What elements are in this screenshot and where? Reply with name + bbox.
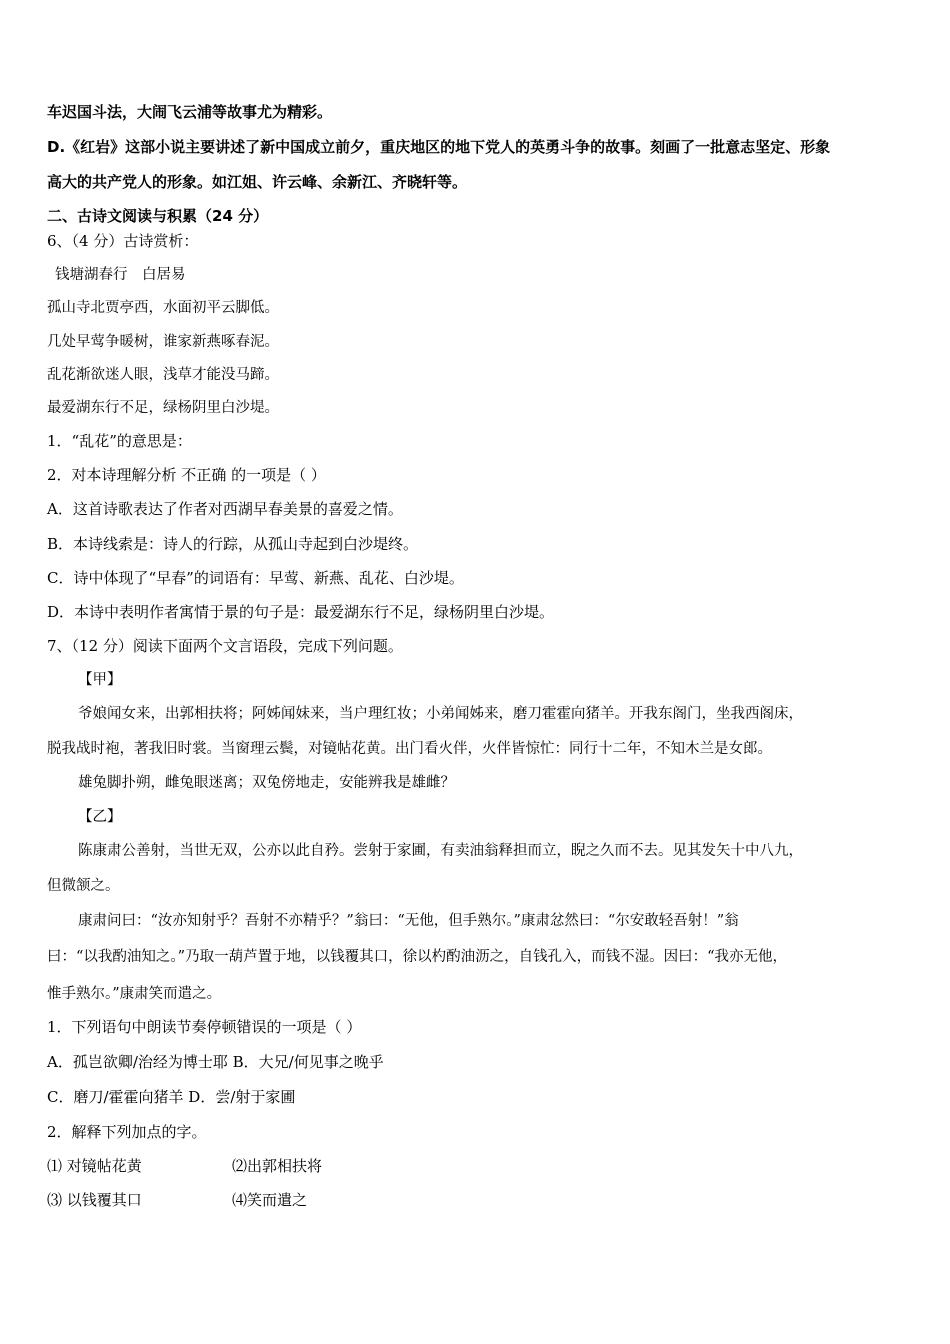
answer-d-line1: D.《红岩》这部小说主要讲述了新中国成立前夕，重庆地区的地下党人的英勇斗争的故事。刻画了一批意志坚定、形象 (47, 138, 831, 156)
answer-d-line2: 高大的共产党人的形象。如江姐、许云峰、余新江、齐晓轩等。 (47, 173, 468, 191)
passage-yi-line5: 惟手熟尔。”康肃笑而遣之。 (47, 986, 222, 1002)
poem-line-4: 最爱湖东行不足，绿杨阴里白沙堤。 (47, 400, 279, 416)
passage-jia-line2: 脱我战时袍，著我旧时裳。当窗理云鬓，对镜帖花黄。出门看火伴，火伴皆惊忙：同行十二年，不知木兰是女郎。 (47, 741, 772, 757)
option-d: D．本诗中表明作者寓情于景的句子是：最爱湖东行不足，绿杨阴里白沙堤。 (47, 603, 555, 621)
poem-title: 钱塘湖春行 白居易 (55, 267, 186, 283)
answer-c-continuation: 车迟国斗法，大闹飞云浦等故事尤为精彩。 (47, 103, 333, 121)
passage-jia-heading: 【甲】 (78, 672, 122, 688)
item-3: ⑶ 以钱覆其口 (47, 1191, 142, 1209)
section-title: 二、古诗文阅读与积累（24 分） (47, 207, 269, 225)
options-a-b: A．孤岂欲卿/治经为博士耶 B．大兄/何见事之晚乎 (47, 1053, 384, 1071)
passage-yi-line2: 但微颔之。 (47, 878, 120, 894)
question-6-title: 6、（4 分）古诗赏析： (47, 232, 199, 250)
question-7-1: 1．下列语句中朗读节奏停顿错误的一项是（ ） (47, 1018, 362, 1036)
question-6-1: 1．“乱花”的意思是： (47, 432, 192, 450)
poem-line-1: 孤山寺北贾亭西，水面初平云脚低。 (47, 300, 279, 316)
option-b: B．本诗线索是：诗人的行踪，从孤山寺起到白沙堤终。 (47, 535, 419, 553)
option-a: A．这首诗歌表达了作者对西湖早春美景的喜爱之情。 (47, 500, 403, 518)
poem-line-3: 乱花渐欲迷人眼，浅草才能没马蹄。 (47, 367, 279, 383)
item-2: ⑵出郭相扶将 (232, 1157, 323, 1175)
passage-yi-line3: 康肃问曰：“汝亦知射乎？吾射不亦精乎？”翁曰：“无他，但手熟尔。”康肃忿然曰：“尔安敢轻吾射！”翁 (78, 913, 739, 929)
option-c: C．诗中体现了“早春”的词语有：早莺、新燕、乱花、白沙堤。 (47, 569, 464, 587)
options-c-d: C．磨刀/霍霍向猪羊 D．尝/射于家圃 (47, 1088, 296, 1106)
passage-jia-line3: 雄兔脚扑朔，雌兔眼迷离；双兔傍地走，安能辨我是雄雌？ (78, 775, 455, 791)
question-6-2: 2．对本诗理解分析 不正确 的一项是（ ） (47, 466, 326, 484)
poem-line-2: 几处早莺争暖树，谁家新燕啄春泥。 (47, 334, 279, 350)
question-7-2: 2．解释下列加点的字。 (47, 1123, 207, 1141)
passage-yi-line1: 陈康肃公善射，当世无双，公亦以此自矜。尝射于家圃，有卖油翁释担而立，睨之久而不去。见其发矢十中八九， (78, 843, 803, 859)
passage-jia-line1: 爷娘闻女来，出郭相扶将；阿姊闻妹来，当户理红妆；小弟闻姊来，磨刀霍霍向猪羊。开我东阁门，坐我西阁床， (78, 706, 803, 722)
item-1: ⑴ 对镜帖花黄 (47, 1157, 142, 1175)
item-4: ⑷笑而遣之 (232, 1191, 308, 1209)
passage-yi-heading: 【乙】 (78, 809, 122, 825)
passage-yi-line4: 曰：“以我酌油知之。”乃取一葫芦置于地，以钱覆其口，徐以杓酌油沥之，自钱孔入，而钱不湿。因曰：“我亦无他， (47, 949, 787, 965)
question-7-title: 7、（12 分）阅读下面两个文言语段，完成下列问题。 (47, 637, 403, 655)
